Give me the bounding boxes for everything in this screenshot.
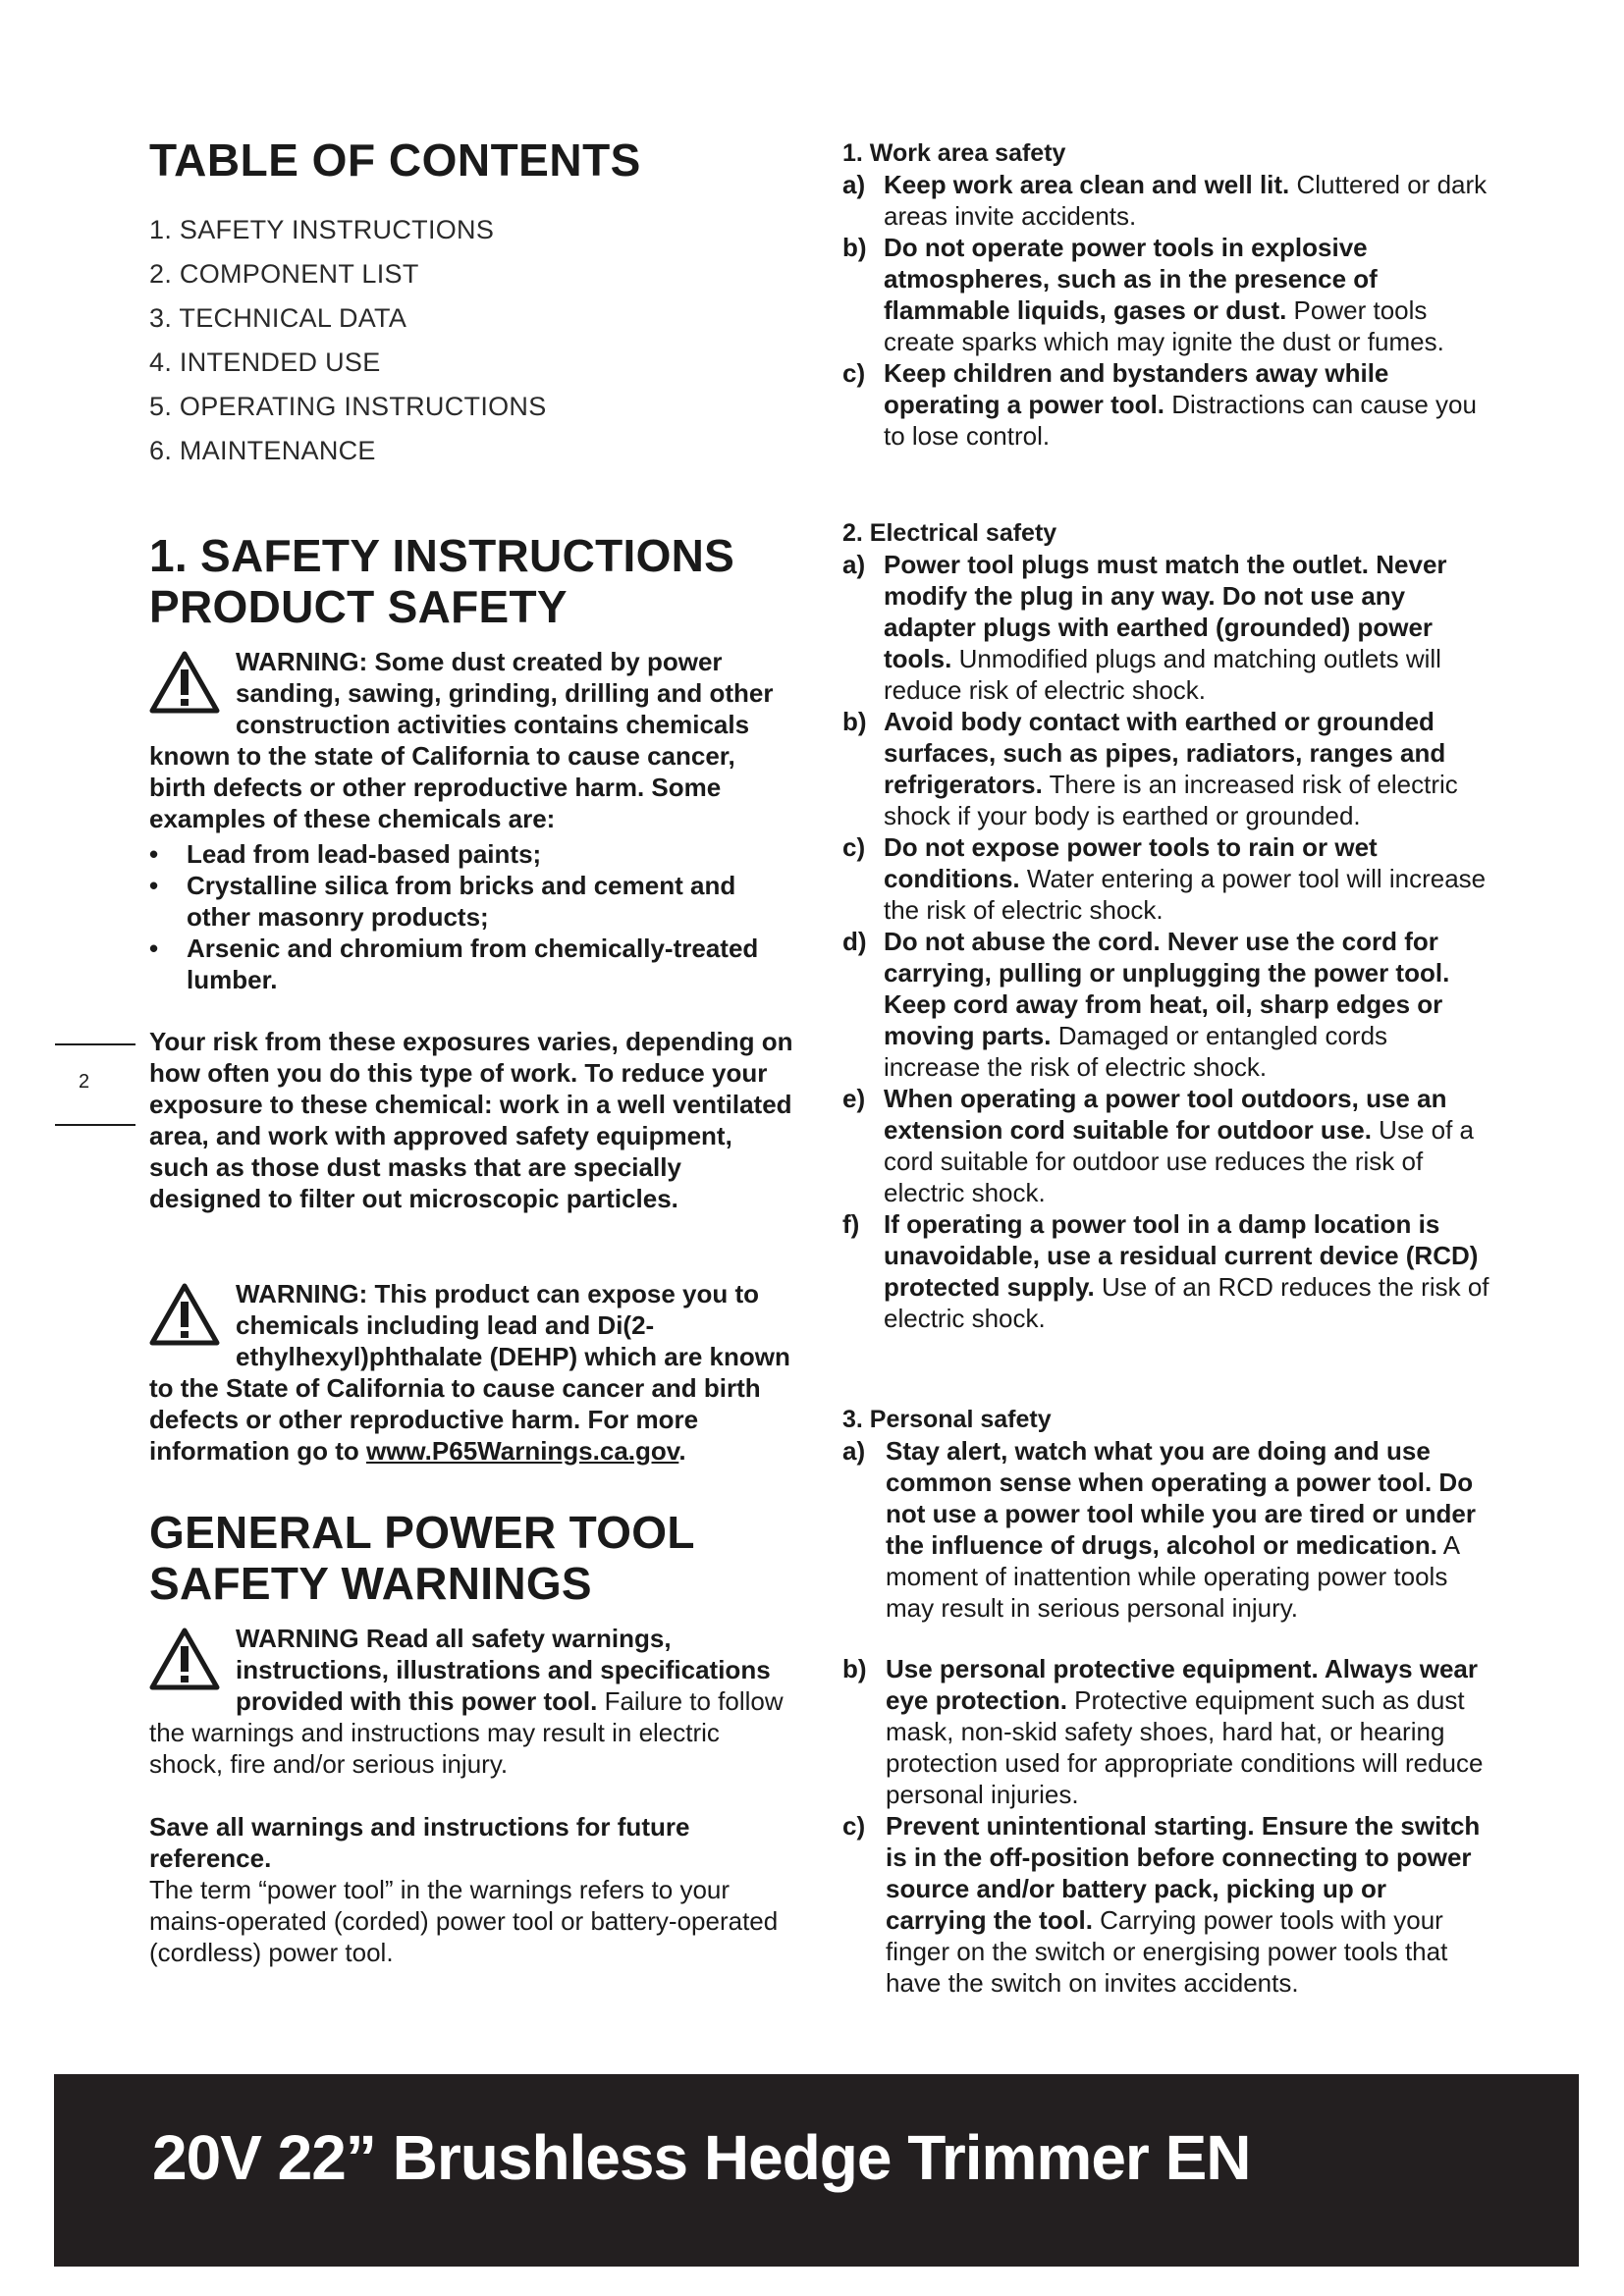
warning-1-text: WARNING: Some dust created by power sanding, sawing, grinding, drilling and other construction activities contains chemicals known to the state of California to cause cancer, birth defects or other reproductive harm. Some examples of these chemicals are: xyxy=(149,647,774,833)
general-title-line2: SAFETY WARNINGS xyxy=(149,1558,592,1609)
page-number-marker xyxy=(55,1043,135,1126)
general-title-line1: GENERAL POWER TOOL xyxy=(149,1507,695,1558)
general-heading xyxy=(149,1507,797,1609)
list-item: • Crystalline silica from bricks and cement and other masonry products; xyxy=(149,871,736,932)
page-number: 2 xyxy=(79,1071,90,1093)
list-item: b) Use personal protective equipment. Always wear eye protection. Protective equipment such as dust mask, non-skid safety shoes, hard hat, or hearing protection used for appropriate conditions will reduce personal injuries. xyxy=(842,1654,1484,1809)
warning-triangle-icon xyxy=(149,1282,220,1347)
risk-paragraph: Your risk from these exposures varies, depending on how often you do this type of work. To reduce your exposure to these chemical: work in a well ventilated area, and work with approved safety equipment, such as those dust masks that are specially designed to filter out microscopic particles. xyxy=(149,1027,793,1213)
warning-2-text: WARNING: This product can expose you to chemicals including lead and Di(2-ethylhexyl)phthalate (DEHP) which are known to the State of California to cause cancer and birth defects or other reproductive harm. For more information go to xyxy=(149,1279,790,1466)
section-title: 2. Electrical safety xyxy=(842,519,1057,547)
warning-block-1 xyxy=(149,646,797,834)
chemical-list xyxy=(149,838,797,995)
list-item: c) Do not expose power tools to rain or wet conditions. Water entering a power tool will increase the risk of electric shock. xyxy=(842,832,1487,925)
toc-item[interactable]: 5. OPERATING INSTRUCTIONS xyxy=(149,392,547,421)
footer-bar xyxy=(54,2074,1579,2267)
footer-title: 20V 22” Brushless Hedge Trimmer EN xyxy=(152,2122,1251,2193)
list-item: f) If operating a power tool in a damp location is unavoidable, use a residual current device (RCD) protected supply. Use of an RCD reduces the risk of electric shock. xyxy=(842,1209,1489,1333)
list-item: a) Power tool plugs must match the outlet. Never modify the plug in any way. Do not use any adapter plugs with earthed (grounded) power tools. Unmodified plugs and matching outlets will reduce risk of electric shock. xyxy=(842,550,1447,705)
toc-list xyxy=(149,208,547,473)
warning-block-3 xyxy=(149,1623,797,1780)
safety-title-line1: 1. SAFETY INSTRUCTIONS xyxy=(149,530,735,581)
list-item: a) Keep work area clean and well lit. Cluttered or dark areas invite accidents. xyxy=(842,170,1488,231)
work-area-section xyxy=(842,137,1490,452)
save-instructions: Save all warnings and instructions for future reference. xyxy=(149,1812,690,1873)
warning-3-text: Failure to follow the warnings and instructions may result in electric shock, fire and/or serious injury. xyxy=(149,1686,784,1779)
p65-link[interactable]: www.P65Warnings.ca.gov xyxy=(365,1436,679,1466)
list-item: • Lead from lead-based paints; xyxy=(149,839,542,869)
personal-section xyxy=(842,1404,1490,1999)
toc-item[interactable]: 3. TECHNICAL DATA xyxy=(149,303,407,333)
toc-item[interactable]: 1. SAFETY INSTRUCTIONS xyxy=(149,215,495,244)
warning-2-end: . xyxy=(678,1436,686,1466)
toc-title: TABLE OF CONTENTS xyxy=(149,134,641,186)
section-title: 1. Work area safety xyxy=(842,139,1066,167)
toc-item[interactable]: 4. INTENDED USE xyxy=(149,347,381,377)
list-item: a) Stay alert, watch what you are doing and use common sense when operating a power tool. Do not use a power tool while you are tired or under the influence of drugs, alcohol or medication. A moment of inattention while operating power tools may result in serious personal injury. xyxy=(842,1436,1476,1623)
list-item: e) When operating a power tool outdoors, use an extension cord suitable for outdoor use. Use of a cord suitable for outdoor use reduces the risk of electric shock. xyxy=(842,1084,1475,1207)
list-item: c) Prevent unintentional starting. Ensure the switch is in the off-position before connecting to power source and/or battery pack, picking up or carrying the tool. Carrying power tools with your finger on the switch or energising power tools that have the switch on invites accidents. xyxy=(842,1811,1481,1998)
safety-heading xyxy=(149,530,797,632)
safety-title-line2: PRODUCT SAFETY xyxy=(149,581,568,632)
list-item: b) Avoid body contact with earthed or grounded surfaces, such as pipes, radiators, ranges and refrigerators. There is an increased risk of electric shock if your body is earthed or grounded. xyxy=(842,707,1458,830)
warning-3-bold: WARNING Read all safety warnings, instructions, illustrations and specifications provided with this power tool. xyxy=(236,1624,771,1716)
toc-item[interactable]: 2. COMPONENT LIST xyxy=(149,259,419,289)
electrical-section xyxy=(842,517,1490,1334)
page-marker-rule xyxy=(55,1043,135,1045)
page-marker-rule xyxy=(55,1124,135,1126)
list-item: b) Do not operate power tools in explosive atmospheres, such as in the presence of flammable liquids, gases or dust. Power tools create sparks which may ignite the dust or fumes. xyxy=(842,233,1444,356)
toc-item[interactable]: 6. MAINTENANCE xyxy=(149,436,376,465)
list-item: d) Do not abuse the cord. Never use the cord for carrying, pulling or unplugging the power tool. Keep cord away from heat, oil, sharp edges or moving parts. Damaged or entangled cords increase the risk of electric shock. xyxy=(842,927,1450,1082)
warning-triangle-icon xyxy=(149,1627,220,1691)
power-tool-term: The term “power tool” in the warnings refers to your mains-operated (corded) power tool or battery-operated (cordless) power tool. xyxy=(149,1875,779,1967)
list-item: c) Keep children and bystanders away while operating a power tool. Distractions can cause you to lose control. xyxy=(842,358,1477,451)
section-title: 3. Personal safety xyxy=(842,1406,1052,1433)
list-item: • Arsenic and chromium from chemically-treated lumber. xyxy=(149,934,759,994)
warning-block-2 xyxy=(149,1278,797,1467)
warning-triangle-icon xyxy=(149,650,220,715)
